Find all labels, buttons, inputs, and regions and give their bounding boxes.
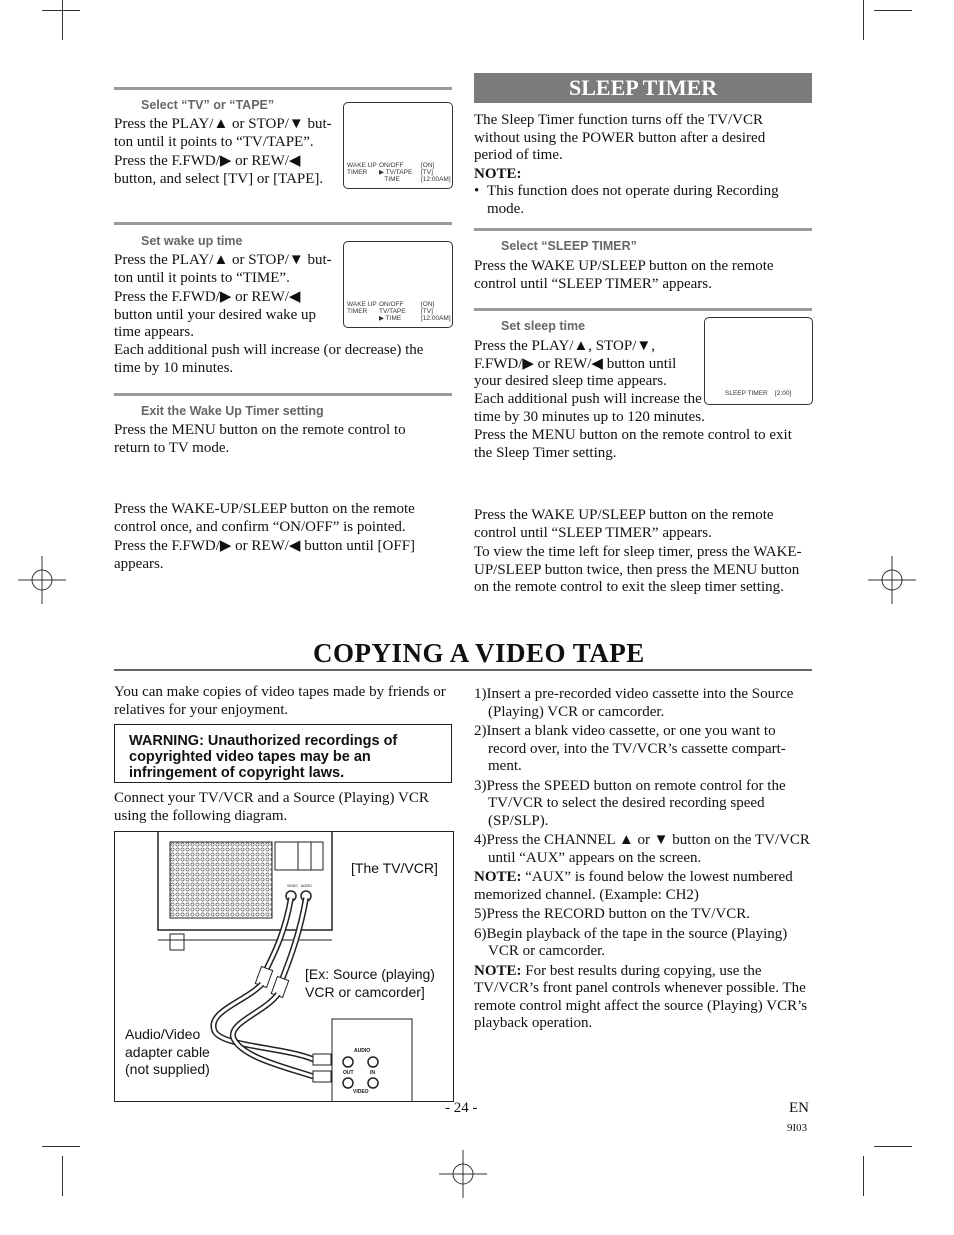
page-title: COPYING A VIDEO TAPE (313, 638, 645, 668)
paragraph: Press the PLAY/▲ or STOP/▼ but-ton until it points to “TIME”. (114, 252, 332, 286)
panel-label-audio: AUDIO (354, 1048, 371, 1054)
note-label: NOTE: (474, 869, 522, 885)
note-text: “AUX” is found below the lowest numbered memorized channel. (Example: CH2) (474, 869, 793, 903)
osd-items: ON/OFF ▶ TV/TAPE TIME (379, 162, 413, 183)
step-text (114, 116, 342, 188)
crop-mark (62, 1156, 63, 1196)
note-label: NOTE: (474, 165, 522, 182)
connect-text: Connect your TV/VCR and a Source (Playing) VCR using the following diagram. (114, 790, 429, 824)
rca-plug (313, 1071, 331, 1082)
note-text: This function does not operate during Recording mode. (487, 183, 779, 217)
cable-label: Audio/Video adapter cable (not supplied) (125, 1026, 210, 1077)
step-item: 2)Insert a blank video cassette, or one you want to record over, into the TV/VCR’s cassette compart-ment. (474, 723, 786, 774)
tv-screen-osd (704, 317, 813, 405)
crop-mark (42, 1146, 80, 1147)
step-heading: Exit the Wake Up Timer setting (141, 404, 324, 418)
registration-mark (18, 556, 66, 604)
section-rule (114, 393, 452, 396)
tv-screen-osd (343, 102, 453, 189)
paragraph: To view the time left for sleep timer, press the WAKE-UP/SLEEP button twice, then press the MENU button on the remote control to exit the sleep timer setting. (474, 544, 802, 595)
warning-box: WARNING: Unauthorized recordings of copyrighted video tapes may be an infringement of copyright laws. (114, 724, 452, 783)
osd-items: ON/OFF TV/TAPE ▶ TIME (379, 301, 406, 322)
audio-in-jack (368, 1057, 378, 1067)
osd-values: [ON] [TV] [12:00AM] (421, 301, 451, 322)
registration-mark (868, 556, 916, 604)
cassette-slot (275, 842, 323, 870)
panel-label-video: VIDEO (353, 1089, 369, 1095)
step-item: 4)Press the CHANNEL ▲ or ▼ button on the TV/VCR until “AUX” appears on the screen. (474, 832, 810, 866)
paragraph: Press the MENU button on the remote control to return to TV mode. (114, 422, 406, 456)
paragraph: Press the MENU button on the remote control to exit the Sleep Timer setting. (474, 427, 792, 461)
audio-out-jack (343, 1057, 353, 1067)
source-label: [Ex: Source (playing) VCR or camcorder] (305, 966, 435, 1000)
copy-steps (474, 686, 812, 1035)
paragraph: Press the PLAY/▲, STOP/▼, F.FWD/▶ or REW/◀ button until your desired sleep time appears. (474, 338, 677, 389)
page-number: - 24 - (445, 1100, 478, 1116)
speaker-grille (170, 842, 272, 918)
jack-label: VIDEO AUDIO (287, 884, 312, 888)
step-item: 5)Press the RECORD button on the TV/VCR. (474, 906, 750, 922)
note (474, 869, 812, 904)
section-rule (114, 669, 812, 671)
osd-label: WAKE UP TIMER (347, 162, 377, 176)
paragraph: Press the PLAY/▲ or STOP/▼ but-ton until it points to “TV/TAPE”. (114, 116, 332, 150)
rca-plug (313, 1054, 331, 1065)
panel-label-in: IN (370, 1070, 375, 1076)
crop-mark (863, 1156, 864, 1196)
step-heading: Select “TV” or “TAPE” (141, 98, 275, 112)
paragraph: Press the WAKE-UP/SLEEP button on the remote control once, and confirm “ON/OFF” is pointed. (114, 501, 415, 535)
paragraph: Each additional push will increase (or decrease) the time by 10 minutes. (114, 342, 424, 376)
tv-vcr-label: [The TV/VCR] (351, 860, 438, 876)
crop-mark (874, 10, 912, 11)
step-heading: Set wake up time (141, 234, 243, 248)
video-out-jack (343, 1078, 353, 1088)
section-rule (474, 228, 812, 231)
step-text (114, 252, 342, 342)
step-item: 6)Begin playback of the tape in the source (Playing) VCR or camcorder. (474, 925, 788, 959)
tv-screen-osd (343, 241, 453, 328)
document-code: 9I03 (787, 1122, 808, 1134)
step-item: 1)Insert a pre-recorded video cassette into the Source (Playing) VCR or camcorder. (474, 686, 794, 720)
paragraph: The Sleep Timer function turns off the TV/VCR without using the POWER button after a desired period of time. (474, 112, 766, 163)
paragraph: Press the F.FWD/▶ or REW/◀ button until [OFF] appears. (114, 538, 416, 572)
section-title-banner: SLEEP TIMER (474, 73, 812, 103)
panel-label-out: OUT (343, 1070, 354, 1076)
osd-values: [ON] [TV] [12:00AM] (421, 162, 451, 183)
intro-text: You can make copies of video tapes made by friends or relatives for your enjoyment. (114, 684, 446, 718)
cancel-text (474, 507, 810, 597)
osd-values: [2:00] (775, 390, 792, 397)
note-text: For best results during copying, use the TV/VCR’s front panel controls whenever possible. The remote control might affect the source (Playing) VCR’s playback operation. (474, 962, 808, 1031)
section-rule (114, 87, 452, 90)
paragraph: Press the F.FWD/▶ or REW/◀ button, and select [TV] or [TAPE]. (114, 153, 324, 187)
paragraph: Press the WAKE UP/SLEEP button on the remote control until “SLEEP TIMER” appears. (474, 507, 774, 541)
tv-foot (170, 934, 184, 950)
registration-mark (439, 1150, 487, 1198)
osd-label: WAKE UP TIMER (347, 301, 377, 315)
section-rule (474, 308, 812, 311)
paragraph: Press the WAKE UP/SLEEP button on the remote control until “SLEEP TIMER” appears. (474, 258, 774, 292)
crop-mark (874, 1146, 912, 1147)
cancel-text (114, 501, 444, 573)
step-heading: Set sleep time (501, 319, 586, 333)
step-heading: Select “SLEEP TIMER” (501, 239, 637, 253)
note (474, 963, 812, 1033)
crop-mark (863, 0, 864, 40)
osd-label: SLEEP TIMER (725, 390, 768, 397)
video-in-jack (368, 1078, 378, 1088)
crop-mark (62, 0, 63, 40)
connection-diagram (114, 831, 454, 1102)
intro-text (474, 112, 806, 218)
section-rule (114, 222, 452, 225)
crop-mark (42, 10, 80, 11)
note-label: NOTE: (474, 962, 522, 979)
step-item: 3)Press the SPEED button on remote control for the TV/VCR to select the desired recording speed (SP/SLP). (474, 777, 786, 829)
step-text (474, 338, 700, 391)
paragraph: Press the F.FWD/▶ or REW/◀ button until your desired wake up time appears. (114, 289, 317, 340)
language-code: EN (789, 1100, 809, 1116)
paragraph: Each additional push will increase the time by 30 minutes up to 120 minutes. (474, 391, 705, 425)
note-bullet (474, 183, 806, 218)
bullet-icon: • (474, 183, 480, 199)
